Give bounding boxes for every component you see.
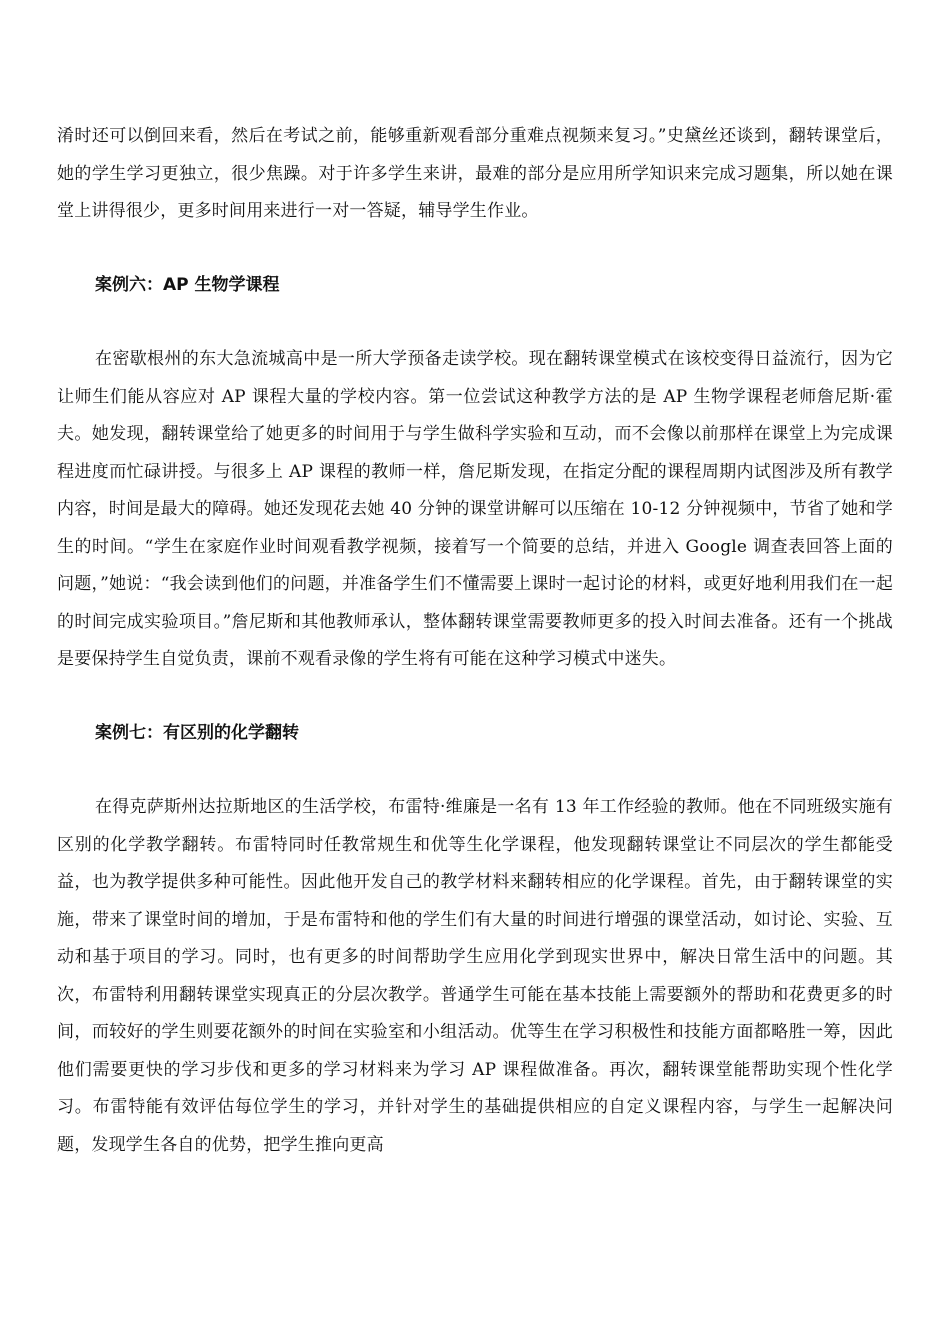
spacer [57,752,893,789]
case-seven-heading: 案例七：有区别的化学翻转 [95,722,299,743]
case-six-paragraph: 在密歇根州的东大急流城高中是一所大学预备走读学校。现在翻转课堂模式在该校变得日益流行，因为它让师生们能从容应对 AP 课程大量的学校内容。第一位尝试这种教学方法的是 AP 生物学课程老师詹尼斯·霍夫。她发现，翻转课堂给了她更多的时间用于与学生做科学实验和互动，而不会像以前那样在课堂上为完成课程进度而忙碌讲授。与很多上 AP 课程的教师一样，詹尼斯发现，在指定分配的课程周期内试图涉及所有教学内容，时间是最大的障碍。她还发现花去她 40 分钟的课堂讲解可以压缩在 10-12 分钟视频中，节省了她和学生的时间。“学生在家庭作业时间观看教学视频，接着写一个简要的总结，并进入 Google 调查表回答上面的问题，”她说：“我会读到他们的问题，并准备学生们不懂需要上课时一起讨论的材料，或更好地利用我们在一起的时间完成实验项目。”詹尼斯和其他教师承认，整体翻转课堂需要教师更多的投入时间去准备。还有一个挑战是要保持学生自觉负责，课前不观看录像的学生将有可能在这种学习模式中迷失。 [57,349,893,669]
case-seven-paragraph: 在得克萨斯州达拉斯地区的生活学校，布雷特·维廉是一名有 13 年工作经验的教师。他在不同班级实施有区别的化学教学翻转。布雷特同时任教常规生和优等生化学课程，他发现翻转课堂让不同层次的学生都能受益，也为教学提供多种可能性。因此他开发自己的教学材料来翻转相应的化学课程。首先，由于翻转课堂的实施，带来了课堂时间的增加，于是布雷特和他的学生们有大量的时间进行增强的课堂活动，如讨论、实验、互动和基于项目的学习。同时，也有更多的时间帮助学生应用化学到现实世界中，解决日常生活中的问题。其次，布雷特利用翻转课堂实现真正的分层次教学。普通学生可能在基本技能上需要额外的帮助和花费更多的时间，而较好的学生则要花额外的时间在实验室和小组活动。优等生在学习积极性和技能方面都略胜一筹，因此他们需要更快的学习步伐和更多的学习材料来为学习 AP 课程做准备。再次，翻转课堂能帮助实现个性化学习。布雷特能有效评估每位学生的学习，并针对学生的基础提供相应的自定义课程内容，与学生一起解决问题，发现学生各自的优势，把学生推向更高 [57,797,893,1155]
spacer [57,679,893,715]
spacer [57,231,893,267]
document-page [57,118,893,1164]
paragraph-continued: 淆时还可以倒回来看，然后在考试之前，能够重新观看部分重难点视频来复习。”史黛丝还谈到，翻转课堂后，她的学生学习更独立，很少焦躁。对于许多学生来讲，最难的部分是应用所学知识来完成习题集，所以她在课堂上讲得很少，更多时间用来进行一对一答疑，辅导学生作业。 [57,126,893,221]
case-six-heading: 案例六：AP 生物学课程 [95,274,280,295]
spacer [57,304,893,341]
